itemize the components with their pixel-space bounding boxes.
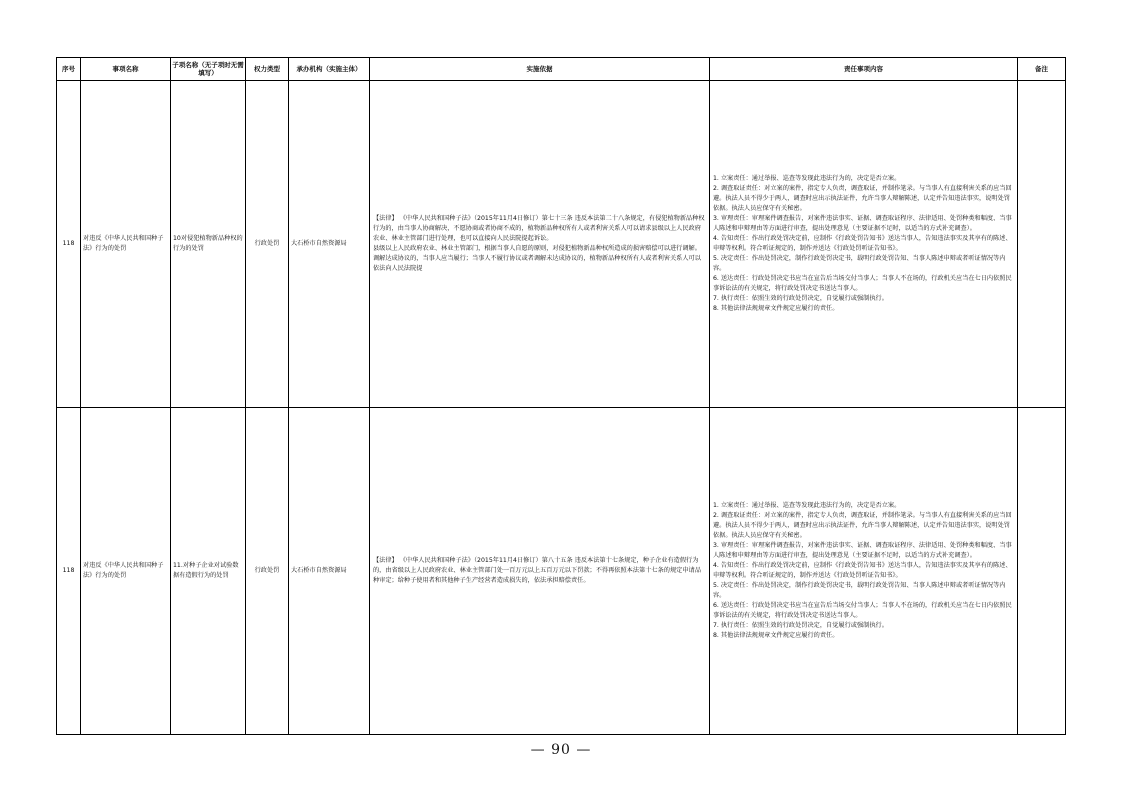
header-power-type: 权力类型 bbox=[246, 58, 289, 81]
responsibility-line: 2. 调查取证责任：对立案的案件，指定专人负责，调查取证，并制作笔录。与当事人有直接利害关系的应当回避。执法人员不得少于两人，调查时应出示执法证件，允许当事人辩解陈述，认定并告知违法事实，说明处罚依据。执法人员应保守有关秘密。 bbox=[713, 185, 1012, 212]
responsibility-cell bbox=[710, 408, 1018, 735]
responsibility-line: 7. 执行责任：依照生效的行政处罚决定，自觉履行或强制执行。 bbox=[713, 622, 888, 629]
power-type-cell: 行政处罚 bbox=[246, 408, 289, 735]
seq-cell: 118 bbox=[57, 81, 81, 408]
page-number: — 90 — bbox=[530, 742, 592, 758]
responsibility-line: 5. 决定责任：作出处罚决定，制作行政处罚决定书，载明行政处罚告知、当事人陈述申辩或者听证情况等内容。 bbox=[713, 255, 1006, 272]
power-type-cell: 行政处罚 bbox=[246, 81, 289, 408]
header-basis: 实施依据 bbox=[370, 58, 710, 81]
header-remark: 备注 bbox=[1018, 58, 1066, 81]
responsibility-line: 6. 送达责任：行政处罚决定书应当在宣告后当场交付当事人；当事人不在场的，行政机关应当在七日内依照民事诉讼法的有关规定，将行政处罚决定书送达当事人。 bbox=[713, 602, 1012, 619]
header-row bbox=[57, 58, 1066, 81]
enforcement-table bbox=[56, 57, 1066, 735]
header-responsibility: 责任事项内容 bbox=[710, 58, 1018, 81]
table-row bbox=[57, 81, 1066, 408]
basis-text: 【法律】 《中华人民共和国种子法》（2015年11月4日修订）第七十三条 违反本法第二十八条规定，有侵犯植物新品种权行为的，由当事人协商解决，不愿协商或者协商不成的，植物新品种权所有人或者利害关系人可以请求县级以上人民政府农业、林业主管部门进行处理，也可以直接向人民法院提起诉讼。 县级以上人民政府农业、林业主管部门，根据当事人自愿的原则，对侵犯植物新品种权所造成的损害赔偿可以进行调解。调解达成协议的，当事人应当履行；当事人不履行协议或者调解未达成协议的，植物新品种权所有人或者利害关系人可以依法向人民法院提 bbox=[373, 215, 705, 272]
org-cell: 大石桥市自然资源局 bbox=[289, 408, 370, 735]
item-name-cell: 对违反《中华人民共和国种子法》行为的处罚 bbox=[81, 408, 171, 735]
responsibility-line: 3. 审理责任：审理案件调查报告，对案件违法事实、证据、调查取证程序、法律适用、处罚种类和幅度、当事人陈述和申辩理由等方面进行审查，提出处理意见（主要证据不足时，以适当的方式补充调查）。 bbox=[713, 215, 1012, 232]
header-item-name: 事项名称 bbox=[81, 58, 171, 81]
responsibility-line: 8. 其他法律法规规章文件规定应履行的责任。 bbox=[713, 305, 839, 312]
responsibility-line: 4. 告知责任：作出行政处罚决定前，应制作《行政处罚告知书》送达当事人，告知违法事实及其享有的陈述、申辩等权利。符合听证规定的，制作并送达《行政处罚听证告知书》。 bbox=[713, 235, 1012, 252]
table-row bbox=[57, 408, 1066, 735]
responsibility-line: 1. 立案责任：通过举报、巡查等发现此违法行为的，决定是否立案。 bbox=[713, 175, 901, 182]
item-name-cell: 对违反《中华人民共和国种子法》行为的处罚 bbox=[81, 81, 171, 408]
seq-cell: 118 bbox=[57, 408, 81, 735]
sub-item-cell: 10对侵犯植物新品种权的行为的处罚 bbox=[171, 81, 246, 408]
basis-cell bbox=[370, 408, 710, 735]
responsibility-line: 1. 立案责任：通过举报、巡查等发现此违法行为的，决定是否立案。 bbox=[713, 502, 901, 509]
sub-item-cell: 11.对种子企业对试验数据有造假行为的处罚 bbox=[171, 408, 246, 735]
responsibility-line: 3. 审理责任：审理案件调查报告，对案件违法事实、证据、调查取证程序、法律适用、处罚种类和幅度、当事人陈述和申辩理由等方面进行审查，提出处理意见（主要证据不足时，以适当的方式补充调查）。 bbox=[713, 542, 1012, 559]
basis-cell bbox=[370, 81, 710, 408]
header-org: 承办机构（实施主体） bbox=[289, 58, 370, 81]
responsibility-line: 6. 送达责任：行政处罚决定书应当在宣告后当场交付当事人；当事人不在场的，行政机关应当在七日内依照民事诉讼法的有关规定，将行政处罚决定书送达当事人。 bbox=[713, 275, 1012, 292]
responsibility-cell bbox=[710, 81, 1018, 408]
org-cell: 大石桥市自然资源局 bbox=[289, 81, 370, 408]
responsibility-line: 8. 其他法律法规规章文件规定应履行的责任。 bbox=[713, 632, 839, 639]
header-seq: 序号 bbox=[57, 58, 81, 81]
remark-cell bbox=[1018, 408, 1066, 735]
responsibility-line: 7. 执行责任：依照生效的行政处罚决定，自觉履行或强制执行。 bbox=[713, 295, 888, 302]
basis-text: 【法律】 《中华人民共和国种子法》（2015年11月4日修订）第八十五条 违反本法第十七条规定，种子企业有造假行为的，由省级以上人民政府农业、林业主管部门处一百万元以上五百万元以下罚款；不得再依照本法第十七条的规定申请品种审定；给种子使用者和其他种子生产经营者造成损失的，依法承担赔偿责任。 bbox=[373, 557, 701, 584]
remark-cell bbox=[1018, 81, 1066, 408]
header-sub-item: 子项名称（无子项时无需填写） bbox=[171, 58, 246, 81]
responsibility-line: 5. 决定责任：作出处罚决定，制作行政处罚决定书，载明行政处罚告知、当事人陈述申辩或者听证情况等内容。 bbox=[713, 582, 1006, 599]
responsibility-line: 2. 调查取证责任：对立案的案件，指定专人负责，调查取证，并制作笔录。与当事人有直接利害关系的应当回避。执法人员不得少于两人，调查时应出示执法证件，允许当事人辩解陈述，认定并告知违法事实，说明处罚依据。执法人员应保守有关秘密。 bbox=[713, 512, 1012, 539]
responsibility-line: 4. 告知责任：作出行政处罚决定前，应制作《行政处罚告知书》送达当事人，告知违法事实及其享有的陈述、申辩等权利。符合听证规定的，制作并送达《行政处罚听证告知书》。 bbox=[713, 562, 1012, 579]
